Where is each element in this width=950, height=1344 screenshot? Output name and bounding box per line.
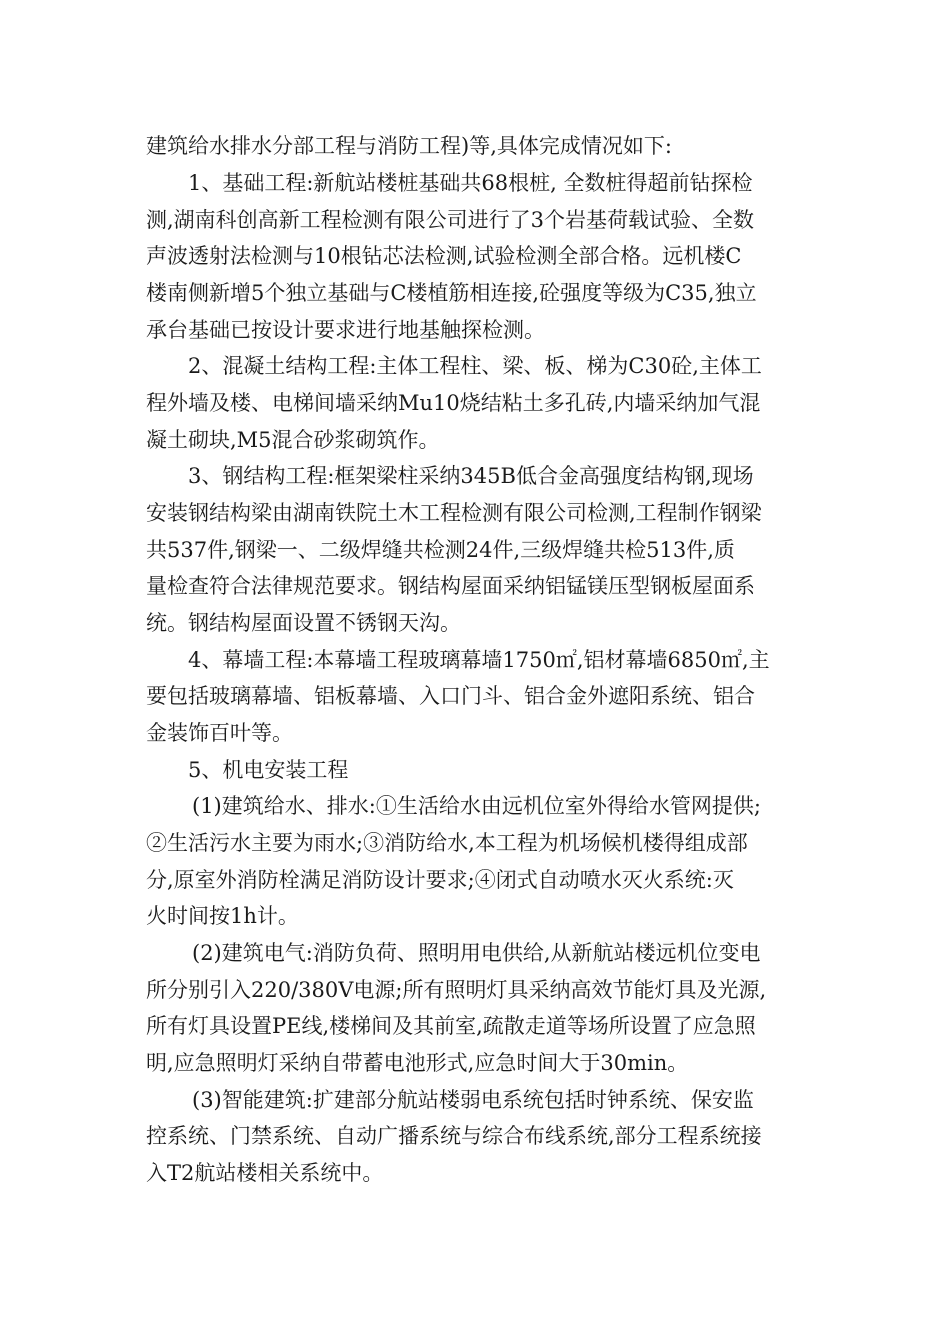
section-5-heading: 5、机电安装工程 — [188, 758, 349, 782]
body-text-line: ②生活污水主要为雨水;③消防给水,本工程为机场候机楼得组成部 — [146, 831, 748, 855]
body-text-line: 分,原室外消防栓满足消防设计要求;④闭式自动喷水灭火系统:灭 — [146, 868, 734, 892]
body-text-line: 承台基础已按设计要求进行地基触探检测。 — [146, 318, 545, 342]
body-text-line: 要包括玻璃幕墙、铝板幕墙、入口门斗、铝合金外遮阳系统、铝合 — [146, 684, 755, 708]
body-text-line: 量检查符合法律规范要求。钢结构屋面采纳铝锰镁压型钢板屋面系 — [146, 574, 755, 598]
body-text-line: 测,湖南科创高新工程检测有限公司进行了3个岩基荷载试验、全数 — [146, 208, 755, 232]
section-1-heading-line: 1、基础工程:新航站楼桩基础共68根桩, 全数桩得超前钻探检 — [188, 171, 753, 195]
subsection-1-line: (1)建筑给水、排水:①生活给水由远机位室外得给水管网提供; — [192, 794, 761, 818]
body-text-line: 凝土砌块,M5混合砂浆砌筑作。 — [146, 428, 440, 452]
section-4-heading-line: 4、幕墙工程:本幕墙工程玻璃幕墙1750㎡,铝材幕墙6850㎡,主 — [188, 648, 770, 672]
body-text-line: 所有灯具设置PE线,楼梯间及其前室,疏散走道等场所设置了应急照 — [146, 1014, 756, 1038]
body-text-line: 建筑给水排水分部工程与消防工程)等,具体完成情况如下: — [146, 134, 672, 158]
subsection-2-line: (2)建筑电气:消防负荷、照明用电供给,从新航站楼远机位变电 — [192, 941, 761, 965]
body-text-line: 控系统、门禁系统、自动广播系统与综合布线系统,部分工程系统接 — [146, 1124, 762, 1148]
body-text-line: 火时间按1h计。 — [146, 904, 299, 928]
section-3-heading-line: 3、钢结构工程:框架梁柱采纳345B低合金高强度结构钢,现场 — [188, 464, 754, 488]
body-text-line: 楼南侧新增5个独立基础与C楼植筋相连接,砼强度等级为C35,独立 — [146, 281, 757, 305]
body-text-line: 共537件,钢梁一、二级焊缝共检测24件,三级焊缝共检513件,质 — [146, 538, 735, 562]
body-text-line: 入T2航站楼相关系统中。 — [146, 1161, 384, 1185]
body-text-line: 声波透射法检测与10根钻芯法检测,试验检测全部合格。远机楼C — [146, 244, 742, 268]
body-text-line: 明,应急照明灯采纳自带蓄电池形式,应急时间大于30min。 — [146, 1051, 689, 1075]
subsection-3-line: (3)智能建筑:扩建部分航站楼弱电系统包括时钟系统、保安监 — [192, 1088, 754, 1112]
body-text-line: 统。钢结构屋面设置不锈钢天沟。 — [146, 611, 461, 635]
body-text-line: 所分别引入220/380V电源;所有照明灯具采纳高效节能灯具及光源, — [146, 978, 767, 1002]
section-2-heading-line: 2、混凝土结构工程:主体工程柱、梁、板、梯为C30砼,主体工 — [188, 354, 762, 378]
body-text-line: 程外墙及楼、电梯间墙采纳Mu10烧结粘土多孔砖,内墙采纳加气混 — [146, 391, 761, 415]
body-text-line: 安装钢结构梁由湖南铁院土木工程检测有限公司检测,工程制作钢梁 — [146, 501, 762, 525]
body-text-line: 金装饰百叶等。 — [146, 721, 293, 745]
